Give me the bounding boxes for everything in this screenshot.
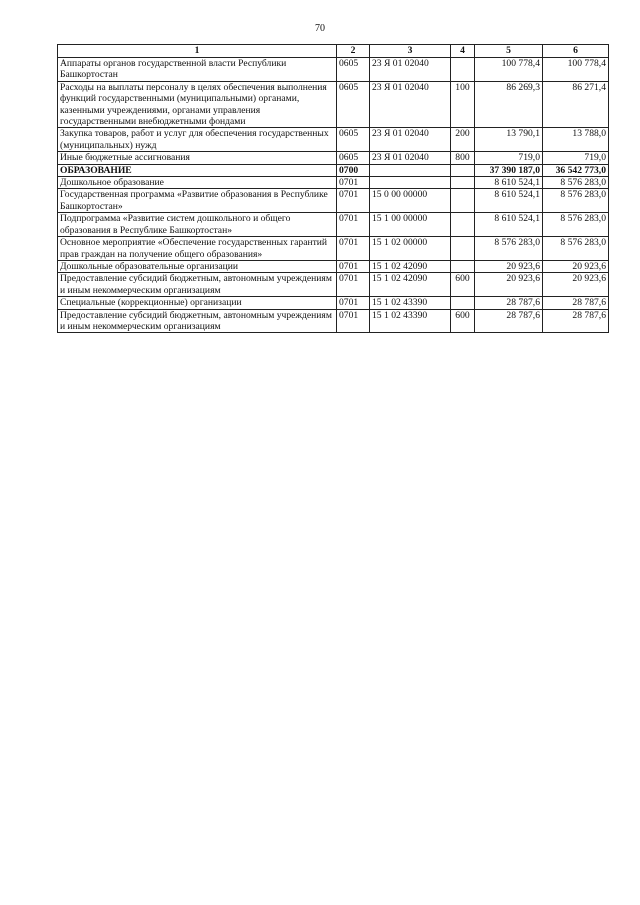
row-target-code: 23 Я 01 02040 [370,152,451,164]
row-section-code: 0605 [337,152,370,164]
table-row [58,309,609,333]
page-number: 70 [315,23,325,34]
table-row [58,58,609,82]
table-row [58,273,609,297]
row-expense-type [451,297,475,309]
row-target-code: 15 1 02 43390 [370,297,451,309]
row-expense-type: 600 [451,309,475,333]
table-row [58,128,609,152]
row-target-code: 23 Я 01 02040 [370,128,451,152]
table-row [58,152,609,164]
row-expense-type: 600 [451,273,475,297]
table-header-row [58,45,609,58]
row-amount-col6: 36 542 773,0 [543,164,609,176]
row-target-code: 15 0 00 00000 [370,189,451,213]
row-amount-col6: 20 923,6 [543,273,609,297]
row-expense-type: 100 [451,81,475,128]
row-expense-type [451,58,475,82]
row-section-code: 0701 [337,237,370,261]
row-expense-type [451,189,475,213]
row-expense-type [451,260,475,272]
row-amount-col5: 100 778,4 [475,58,543,82]
row-amount-col6: 28 787,6 [543,309,609,333]
row-section-code: 0605 [337,58,370,82]
row-name: Закупка товаров, работ и услуг для обеспечения государственных (муниципальных) нужд [58,128,337,152]
row-section-code: 0605 [337,128,370,152]
row-amount-col5: 37 390 187,0 [475,164,543,176]
row-amount-col5: 20 923,6 [475,260,543,272]
row-target-code: 23 Я 01 02040 [370,81,451,128]
row-expense-type [451,213,475,237]
row-expense-type [451,164,475,176]
row-name: Предоставление субсидий бюджетным, автономным учреждениям и иным некоммерческим организациям [58,309,337,333]
row-expense-type [451,177,475,189]
row-amount-col6: 20 923,6 [543,260,609,272]
row-target-code [370,177,451,189]
row-section-code: 0700 [337,164,370,176]
row-target-code: 15 1 00 00000 [370,213,451,237]
row-name: ОБРАЗОВАНИЕ [58,164,337,176]
row-name: Специальные (коррекционные) организации [58,297,337,309]
budget-table [57,44,609,333]
row-section-code: 0701 [337,297,370,309]
row-expense-type: 800 [451,152,475,164]
row-name: Подпрограмма «Развитие систем дошкольного и общего образования в Республике Башкортостан» [58,213,337,237]
row-expense-type: 200 [451,128,475,152]
row-target-code: 15 1 02 43390 [370,309,451,333]
row-name: Государственная программа «Развитие образования в Республике Башкортостан» [58,189,337,213]
header-col-6: 6 [543,45,609,58]
row-target-code: 15 1 02 00000 [370,237,451,261]
row-name: Основное мероприятие «Обеспечение государственных гарантий прав граждан на получение общего образования» [58,237,337,261]
table-body [58,58,609,333]
row-section-code: 0701 [337,177,370,189]
row-amount-col5: 8 610 524,1 [475,213,543,237]
row-section-code: 0701 [337,309,370,333]
row-target-code: 23 Я 01 02040 [370,58,451,82]
row-amount-col6: 8 576 283,0 [543,237,609,261]
row-name: Иные бюджетные ассигнования [58,152,337,164]
table-row [58,81,609,128]
table-row [58,177,609,189]
row-amount-col6: 8 576 283,0 [543,213,609,237]
row-target-code: 15 1 02 42090 [370,260,451,272]
row-amount-col5: 13 790,1 [475,128,543,152]
table-row [58,189,609,213]
row-amount-col5: 8 576 283,0 [475,237,543,261]
row-name: Дошкольное образование [58,177,337,189]
header-col-3: 3 [370,45,451,58]
row-name: Аппараты органов государственной власти Республики Башкортостан [58,58,337,82]
row-amount-col6: 719,0 [543,152,609,164]
row-section-code: 0701 [337,273,370,297]
row-expense-type [451,237,475,261]
row-name: Дошкольные образовательные организации [58,260,337,272]
row-amount-col6: 13 788,0 [543,128,609,152]
table-row [58,164,609,176]
row-amount-col5: 20 923,6 [475,273,543,297]
table-row [58,297,609,309]
row-section-code: 0605 [337,81,370,128]
row-amount-col5: 8 610 524,1 [475,189,543,213]
table-row [58,237,609,261]
header-col-4: 4 [451,45,475,58]
table-row [58,260,609,272]
row-section-code: 0701 [337,260,370,272]
row-section-code: 0701 [337,213,370,237]
header-col-1: 1 [58,45,337,58]
row-amount-col6: 8 576 283,0 [543,177,609,189]
row-amount-col6: 8 576 283,0 [543,189,609,213]
row-section-code: 0701 [337,189,370,213]
header-col-5: 5 [475,45,543,58]
row-amount-col6: 86 271,4 [543,81,609,128]
row-name: Расходы на выплаты персоналу в целях обеспечения выполнения функций государственными (муниципальными) органами, казенными учреждениями, органами управления государственными внебюджетными фондами [58,81,337,128]
row-amount-col5: 28 787,6 [475,297,543,309]
row-amount-col6: 100 778,4 [543,58,609,82]
row-amount-col5: 8 610 524,1 [475,177,543,189]
table-row [58,213,609,237]
row-amount-col5: 28 787,6 [475,309,543,333]
row-amount-col5: 719,0 [475,152,543,164]
row-name: Предоставление субсидий бюджетным, автономным учреждениям и иным некоммерческим организациям [58,273,337,297]
row-target-code: 15 1 02 42090 [370,273,451,297]
row-amount-col6: 28 787,6 [543,297,609,309]
row-amount-col5: 86 269,3 [475,81,543,128]
header-col-2: 2 [337,45,370,58]
row-target-code [370,164,451,176]
